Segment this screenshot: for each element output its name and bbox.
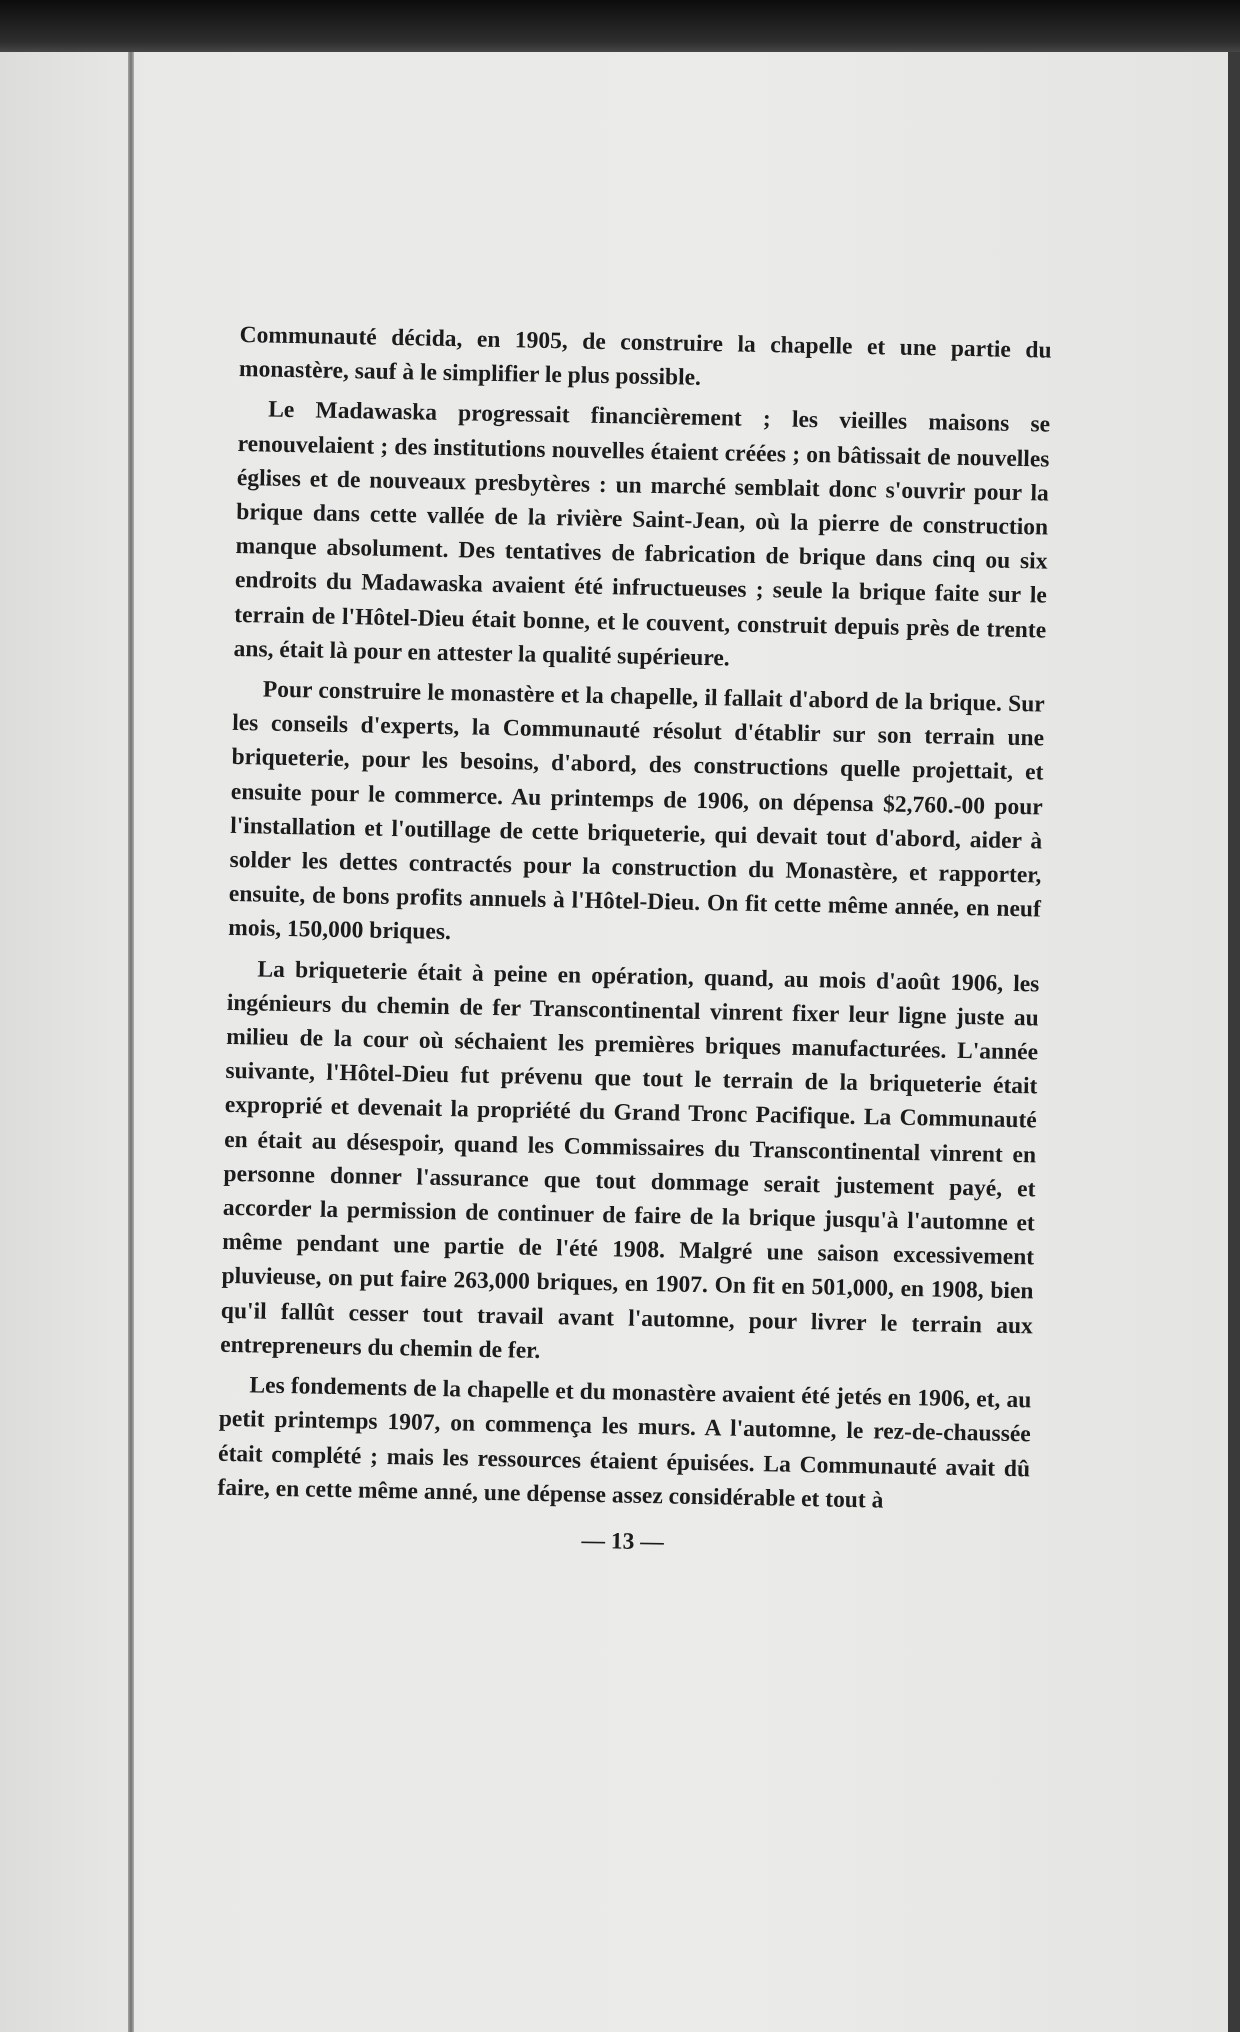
paragraph: Les fondements de la chapelle et du monastère avaient été jetés en 1906, et, au petit printemps 1907, on commença les murs. A l'automne, le rez-de-chaussée était complété ; mais les ressources étaient épuisées. La Communauté avait dû faire, en cette même anné, une dépense assez considérable et tout à [217,1372,1032,1514]
page-fold-line [128,52,134,2032]
paragraph: Le Madawaska progressait financièrement ; les vieilles maisons se renouvelaient ; des institutions nouvelles étaient créées ; on bâtissait de nouvelles églises et de nouveaux presbytères : un marché semblait donc s'ouvrir pour la brique dans cette vallée de la rivière Saint-Jean, où la pierre de construction manque absolument. Des tentatives de fabrication de brique dans cinq ou six endroits du Madawaska avaient été infructueuses ; seule la brique faite sur le terrain de l'Hôtel-Dieu était bonne, et le couvent, construit depuis près de trente ans, était là pour en attester la qualité supérieure. [233,396,1051,672]
page-number: — 13 — [581,1527,664,1556]
paragraph: Communauté décida, en 1905, de construire la chapelle et une partie du monastère, sauf à le simplifier le plus possible. [238,321,1052,392]
top-shadow [0,0,1240,60]
paragraph: Pour construire le monastère et la chapelle, il fallait d'abord de la brique. Sur les conseils d'experts, la Communauté résolut d'établir sur son terrain une briqueterie, pour les besoins, d'abord, des constructions quelle projettait, et ensuite pour le commerce. Au printemps de 1906, on dépensa $2,760.-00 pour l'installation et l'outillage de cette briqueterie, qui devait tout d'abord, aider à solder les dettes contractés pour la construction du Monastère, et rapporter, ensuite, de bons profits annuels à l'Hôtel-Dieu. On fit cette même année, en neuf mois, 150,000 briques. [228,676,1045,946]
right-edge [1228,52,1240,2032]
body-text [216,318,1052,1566]
paragraph: La briqueterie était à peine en opération, quand, au mois d'août 1906, les ingénieurs du chemin de fer Transcontinental vinrent fixer leur ligne juste au milieu de la cour où séchaient les premières briques manufacturées. L'année suivante, l'Hôtel-Dieu fut prévenu que tout le terrain de la briqueterie était exproprié et devenait la propriété du Grand Tronc Pacifique. La Communauté en était au désespoir, quand les Commissaires du Transcontinental vinrent en personne donner l'assurance que tout dommage serait justement payé, et accorder la permission de continuer de faire de la brique jusqu'à l'automne et même pendant une partie de l'été 1908. Malgré une saison excessivement pluvieuse, on put faire 263,000 briques, en 1907. On fit en 501,000, en 1908, bien qu'il fallût cesser tout travail avant l'automne, pour livrer le terrain aux entrepreneurs du chemin de fer. [220,956,1040,1364]
